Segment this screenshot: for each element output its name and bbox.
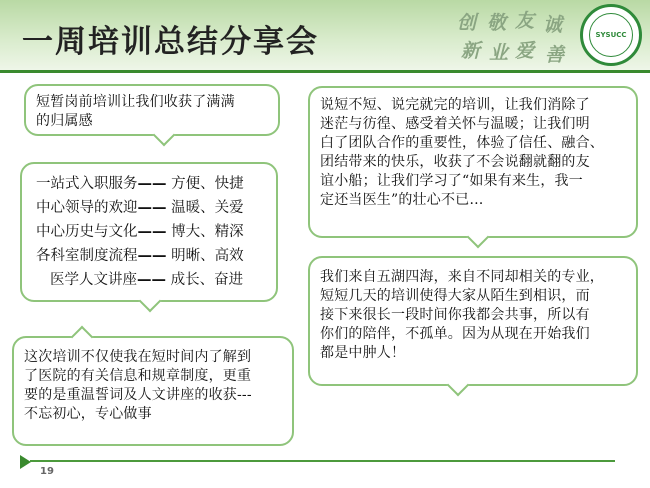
page-number: 19 bbox=[40, 466, 54, 477]
bubble-tail bbox=[71, 326, 94, 349]
footer-divider bbox=[30, 460, 615, 462]
bubble-text: 我们来自五湖四海，来自不同却相关的专业， 短短几天的培训使得大家从陌生到相识，而 接下来很长一段时间你我都会共事，所以有 你们的陪伴，不孤单。因为从现在开始我们 都是中肿人！ bbox=[320, 269, 604, 361]
bubble-tail bbox=[467, 226, 490, 249]
speech-bubble-teamwork bbox=[308, 86, 638, 238]
list-item: 中心历史与文化—— 博大、精深 bbox=[36, 224, 244, 240]
speech-bubble-training-list bbox=[20, 162, 278, 302]
bubble-text: 这次培训不仅使我在短时间内了解到 了医院的有关信息和规章制度，更重 要的是重温誓词及人文讲座的收获--- 不忘初心，专心做事 bbox=[24, 349, 252, 422]
speech-bubble-belonging bbox=[24, 84, 280, 136]
speech-bubble-original-intention bbox=[12, 336, 294, 446]
list-item: 中心领导的欢迎—— 温暖、关爱 bbox=[36, 200, 244, 216]
bubble-tail bbox=[447, 374, 470, 397]
bubble-text: 短暂岗前培训让我们收获了满满 的归属感 bbox=[36, 94, 235, 129]
list-item: 各科室制度流程—— 明晰、高效 bbox=[36, 248, 244, 264]
page-title: 一周培训总结分享会 bbox=[22, 24, 319, 60]
header-divider bbox=[0, 70, 650, 73]
hospital-logo-icon: SYSUCC bbox=[580, 4, 642, 66]
bubble-text: 说短不短、说完就完的培训，让我们消除了 迷茫与彷徨、感受着关怀与温暖；让我们明 白了团队合作的重要性，体验了信任、融合、 团结带来的快乐，收获了不会说翻就翻的友 谊小船；让我们学习了“如果有来生，我一 定还当医生”的壮心不已… bbox=[320, 97, 604, 208]
bubble-tail bbox=[139, 290, 162, 313]
footer-arrow-icon bbox=[20, 455, 31, 469]
list-item: 医学人文讲座—— 成长、奋进 bbox=[50, 272, 244, 288]
speech-bubble-companionship bbox=[308, 256, 638, 386]
list-item: 一站式入职服务—— 方便、快捷 bbox=[36, 176, 244, 192]
motto-calligraphy: 创 新 敬 业 友 爱 诚 善 bbox=[457, 10, 565, 66]
